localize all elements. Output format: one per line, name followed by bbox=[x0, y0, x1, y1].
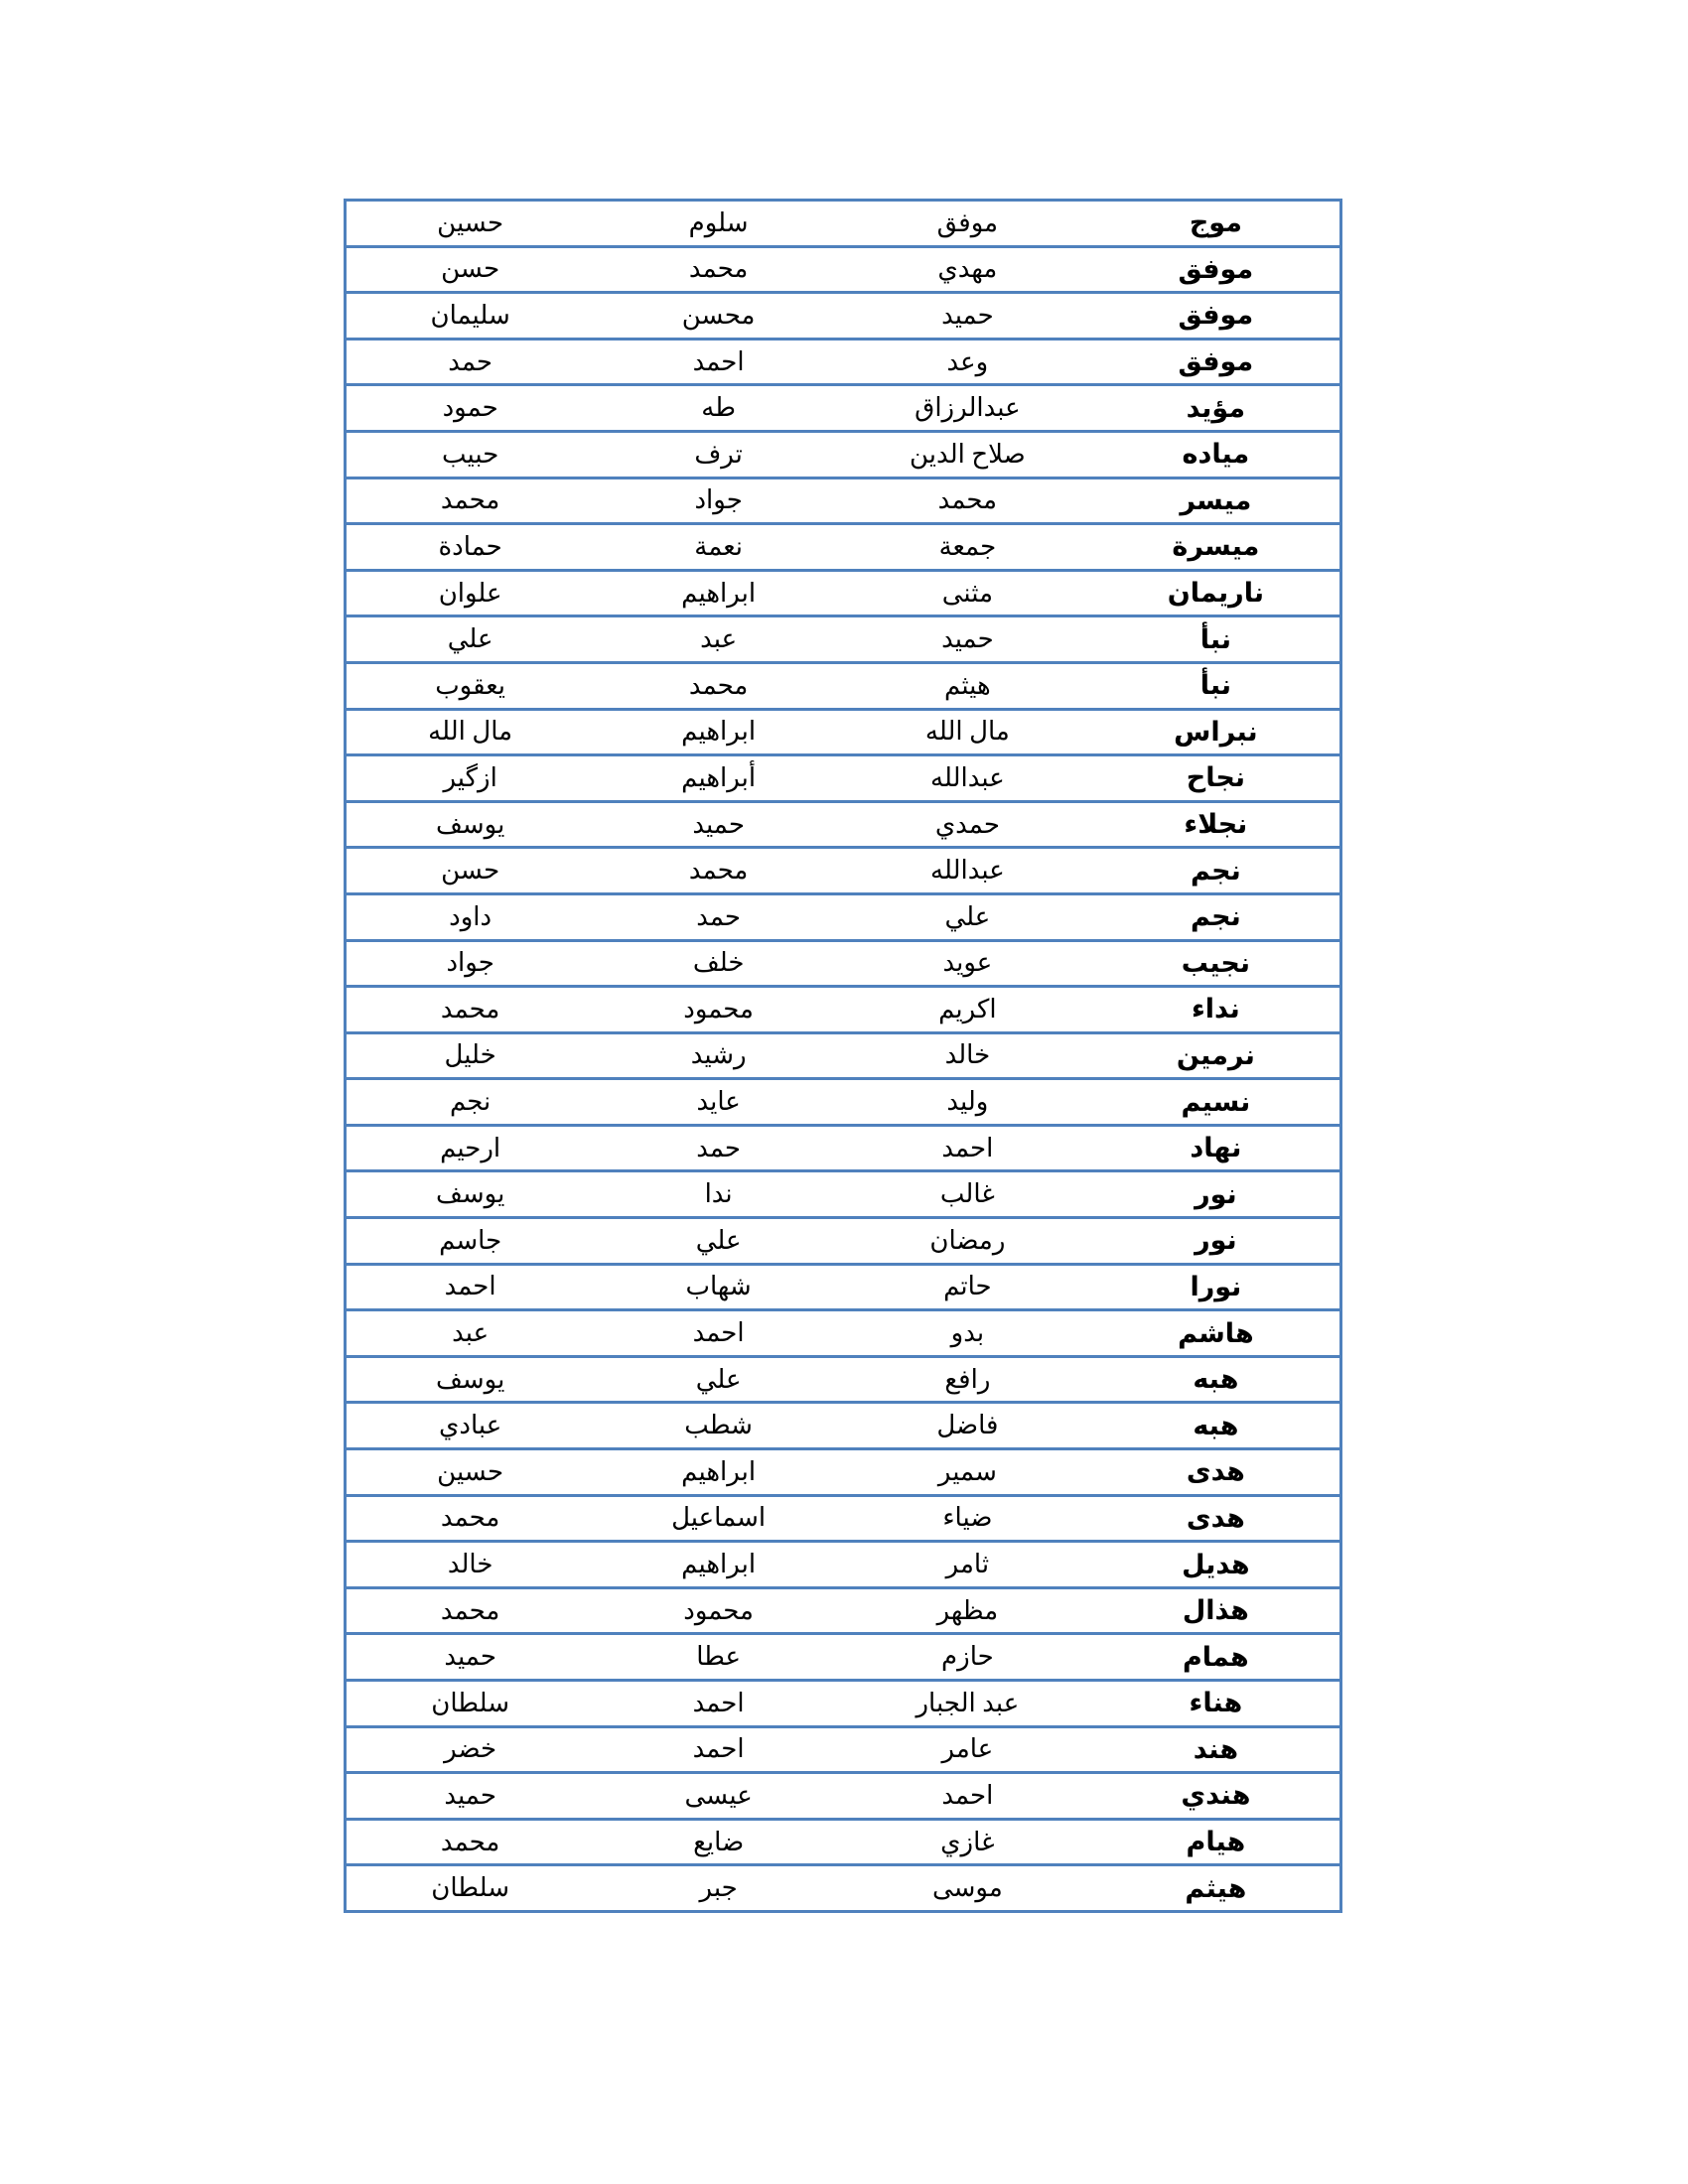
first-name-cell: نجلاء bbox=[1092, 801, 1341, 848]
table-row bbox=[346, 431, 1341, 478]
first-name-cell: هدى bbox=[1092, 1449, 1341, 1496]
name-cell: شطب bbox=[594, 1403, 843, 1449]
name-cell: عيسى bbox=[594, 1773, 843, 1820]
name-cell: سمير bbox=[843, 1449, 1092, 1496]
first-name-cell: هاشم bbox=[1092, 1310, 1341, 1357]
first-name-cell: موفق bbox=[1092, 339, 1341, 385]
name-cell: حمد bbox=[594, 893, 843, 940]
name-cell: موفق bbox=[843, 201, 1092, 247]
name-cell: مال الله bbox=[843, 709, 1092, 755]
table-row bbox=[346, 1681, 1341, 1727]
name-cell: مال الله bbox=[346, 709, 595, 755]
name-cell: فاضل bbox=[843, 1403, 1092, 1449]
name-cell: رافع bbox=[843, 1356, 1092, 1403]
name-cell: يعقوب bbox=[346, 662, 595, 709]
name-cell: سلطان bbox=[346, 1681, 595, 1727]
name-cell: غازي bbox=[843, 1819, 1092, 1865]
table-row bbox=[346, 893, 1341, 940]
names-table bbox=[344, 199, 1342, 1913]
table-row bbox=[346, 1449, 1341, 1496]
name-cell: عبادي bbox=[346, 1403, 595, 1449]
table-row bbox=[346, 1356, 1341, 1403]
table-row bbox=[346, 1125, 1341, 1171]
name-cell: علي bbox=[594, 1356, 843, 1403]
table-row bbox=[346, 1171, 1341, 1218]
name-cell: يوسف bbox=[346, 1171, 595, 1218]
table-row bbox=[346, 1634, 1341, 1681]
first-name-cell: هبه bbox=[1092, 1356, 1341, 1403]
table-row bbox=[346, 1403, 1341, 1449]
name-cell: علي bbox=[594, 1218, 843, 1265]
table-row bbox=[346, 1218, 1341, 1265]
name-cell: نجم bbox=[346, 1079, 595, 1126]
name-cell: عايد bbox=[594, 1079, 843, 1126]
name-cell: ابراهيم bbox=[594, 1542, 843, 1588]
name-cell: حمدي bbox=[843, 801, 1092, 848]
first-name-cell: ناريمان bbox=[1092, 570, 1341, 616]
name-cell: ترف bbox=[594, 431, 843, 478]
name-cell: يوسف bbox=[346, 801, 595, 848]
name-cell: عبدالله bbox=[843, 848, 1092, 894]
table-row bbox=[346, 524, 1341, 571]
name-cell: علي bbox=[346, 616, 595, 663]
name-cell: حبيب bbox=[346, 431, 595, 478]
name-cell: عبدالرزاق bbox=[843, 385, 1092, 432]
first-name-cell: نبأ bbox=[1092, 662, 1341, 709]
name-cell: عطا bbox=[594, 1634, 843, 1681]
first-name-cell: نبأ bbox=[1092, 616, 1341, 663]
name-cell: حمادة bbox=[346, 524, 595, 571]
name-cell: جواد bbox=[346, 940, 595, 987]
name-cell: عبد bbox=[346, 1310, 595, 1357]
name-cell: حمد bbox=[594, 1125, 843, 1171]
name-cell: اكريم bbox=[843, 987, 1092, 1033]
name-cell: وليد bbox=[843, 1079, 1092, 1126]
first-name-cell: نور bbox=[1092, 1218, 1341, 1265]
table-row bbox=[346, 339, 1341, 385]
first-name-cell: نداء bbox=[1092, 987, 1341, 1033]
name-cell: جمعة bbox=[843, 524, 1092, 571]
first-name-cell: ميسرة bbox=[1092, 524, 1341, 571]
first-name-cell: هيثم bbox=[1092, 1865, 1341, 1912]
name-cell: احمد bbox=[843, 1125, 1092, 1171]
first-name-cell: نجيب bbox=[1092, 940, 1341, 987]
name-cell: خالد bbox=[843, 1032, 1092, 1079]
name-cell: محمد bbox=[346, 1587, 595, 1634]
table-row bbox=[346, 478, 1341, 524]
name-cell: مهدي bbox=[843, 246, 1092, 293]
name-cell: خلف bbox=[594, 940, 843, 987]
name-cell: حميد bbox=[843, 293, 1092, 340]
first-name-cell: نجاح bbox=[1092, 755, 1341, 802]
name-cell: ابراهيم bbox=[594, 709, 843, 755]
name-cell: عامر bbox=[843, 1726, 1092, 1773]
table-row bbox=[346, 385, 1341, 432]
name-cell: مظهر bbox=[843, 1587, 1092, 1634]
name-cell: هيثم bbox=[843, 662, 1092, 709]
name-cell: حمود bbox=[346, 385, 595, 432]
name-cell: احمد bbox=[843, 1773, 1092, 1820]
table-row bbox=[346, 201, 1341, 247]
first-name-cell: نور bbox=[1092, 1171, 1341, 1218]
first-name-cell: نسيم bbox=[1092, 1079, 1341, 1126]
table-row bbox=[346, 1310, 1341, 1357]
name-cell: صلاح الدين bbox=[843, 431, 1092, 478]
first-name-cell: هيام bbox=[1092, 1819, 1341, 1865]
name-cell: وعد bbox=[843, 339, 1092, 385]
first-name-cell: هندي bbox=[1092, 1773, 1341, 1820]
name-cell: خضر bbox=[346, 1726, 595, 1773]
table-row bbox=[346, 801, 1341, 848]
name-cell: حميد bbox=[346, 1634, 595, 1681]
table-row bbox=[346, 1865, 1341, 1912]
name-cell: عبد bbox=[594, 616, 843, 663]
name-cell: عبد الجبار bbox=[843, 1681, 1092, 1727]
name-cell: محمد bbox=[594, 662, 843, 709]
name-cell: بدو bbox=[843, 1310, 1092, 1357]
name-cell: محمد bbox=[346, 478, 595, 524]
name-cell: احمد bbox=[346, 1264, 595, 1310]
name-cell: حميد bbox=[843, 616, 1092, 663]
table-row bbox=[346, 1032, 1341, 1079]
table-row bbox=[346, 570, 1341, 616]
first-name-cell: موفق bbox=[1092, 246, 1341, 293]
name-cell: يوسف bbox=[346, 1356, 595, 1403]
name-cell: احمد bbox=[594, 1726, 843, 1773]
first-name-cell: موفق bbox=[1092, 293, 1341, 340]
first-name-cell: هناء bbox=[1092, 1681, 1341, 1727]
name-cell: طه bbox=[594, 385, 843, 432]
name-cell: ضايع bbox=[594, 1819, 843, 1865]
name-cell: ثامر bbox=[843, 1542, 1092, 1588]
table-row bbox=[346, 662, 1341, 709]
table-row bbox=[346, 1079, 1341, 1126]
first-name-cell: نجم bbox=[1092, 893, 1341, 940]
name-cell: محمد bbox=[346, 987, 595, 1033]
name-cell: ارحيم bbox=[346, 1125, 595, 1171]
name-cell: ازگير bbox=[346, 755, 595, 802]
name-cell: محمد bbox=[594, 246, 843, 293]
table-row bbox=[346, 616, 1341, 663]
table-row bbox=[346, 1726, 1341, 1773]
name-cell: سلطان bbox=[346, 1865, 595, 1912]
name-cell: رمضان bbox=[843, 1218, 1092, 1265]
name-cell: احمد bbox=[594, 1681, 843, 1727]
table-row bbox=[346, 755, 1341, 802]
name-cell: حمد bbox=[346, 339, 595, 385]
name-cell: داود bbox=[346, 893, 595, 940]
name-cell: محسن bbox=[594, 293, 843, 340]
first-name-cell: موج bbox=[1092, 201, 1341, 247]
table-row bbox=[346, 940, 1341, 987]
first-name-cell: همام bbox=[1092, 1634, 1341, 1681]
name-cell: حازم bbox=[843, 1634, 1092, 1681]
name-cell: ضياء bbox=[843, 1495, 1092, 1542]
name-cell: ابراهيم bbox=[594, 1449, 843, 1496]
name-cell: حميد bbox=[346, 1773, 595, 1820]
first-name-cell: هند bbox=[1092, 1726, 1341, 1773]
name-cell: عويد bbox=[843, 940, 1092, 987]
first-name-cell: نهاد bbox=[1092, 1125, 1341, 1171]
table-row bbox=[346, 1819, 1341, 1865]
first-name-cell: نبراس bbox=[1092, 709, 1341, 755]
first-name-cell: نورا bbox=[1092, 1264, 1341, 1310]
table-row bbox=[346, 1495, 1341, 1542]
name-cell: اسماعيل bbox=[594, 1495, 843, 1542]
table-row bbox=[346, 987, 1341, 1033]
name-cell: خليل bbox=[346, 1032, 595, 1079]
first-name-cell: نجم bbox=[1092, 848, 1341, 894]
name-cell: مثنى bbox=[843, 570, 1092, 616]
first-name-cell: ميسر bbox=[1092, 478, 1341, 524]
name-cell: احمد bbox=[594, 339, 843, 385]
name-cell: أبراهيم bbox=[594, 755, 843, 802]
name-cell: شهاب bbox=[594, 1264, 843, 1310]
first-name-cell: هديل bbox=[1092, 1542, 1341, 1588]
name-cell: غالب bbox=[843, 1171, 1092, 1218]
first-name-cell: مياده bbox=[1092, 431, 1341, 478]
name-cell: محمود bbox=[594, 1587, 843, 1634]
name-cell: حاتم bbox=[843, 1264, 1092, 1310]
table-row bbox=[346, 293, 1341, 340]
name-cell: محمد bbox=[346, 1819, 595, 1865]
name-cell: علوان bbox=[346, 570, 595, 616]
name-cell: حسين bbox=[346, 201, 595, 247]
table-row bbox=[346, 246, 1341, 293]
first-name-cell: هذال bbox=[1092, 1587, 1341, 1634]
name-cell: حسين bbox=[346, 1449, 595, 1496]
first-name-cell: نرمين bbox=[1092, 1032, 1341, 1079]
name-cell: علي bbox=[843, 893, 1092, 940]
table-row bbox=[346, 709, 1341, 755]
name-cell: نعمة bbox=[594, 524, 843, 571]
table-row bbox=[346, 848, 1341, 894]
name-cell: محمود bbox=[594, 987, 843, 1033]
name-cell: محمد bbox=[594, 848, 843, 894]
table-row bbox=[346, 1773, 1341, 1820]
name-cell: عبدالله bbox=[843, 755, 1092, 802]
name-cell: خالد bbox=[346, 1542, 595, 1588]
table-row bbox=[346, 1264, 1341, 1310]
first-name-cell: هدى bbox=[1092, 1495, 1341, 1542]
first-name-cell: هبه bbox=[1092, 1403, 1341, 1449]
name-cell: حسن bbox=[346, 246, 595, 293]
first-name-cell: مؤيد bbox=[1092, 385, 1341, 432]
name-cell: جبر bbox=[594, 1865, 843, 1912]
names-table-container bbox=[344, 199, 1342, 1913]
name-cell: ندا bbox=[594, 1171, 843, 1218]
name-cell: حميد bbox=[594, 801, 843, 848]
name-cell: جاسم bbox=[346, 1218, 595, 1265]
table-row bbox=[346, 1542, 1341, 1588]
name-cell: موسى bbox=[843, 1865, 1092, 1912]
name-cell: رشيد bbox=[594, 1032, 843, 1079]
name-cell: سلوم bbox=[594, 201, 843, 247]
table-row bbox=[346, 1587, 1341, 1634]
name-cell: حسن bbox=[346, 848, 595, 894]
name-cell: محمد bbox=[843, 478, 1092, 524]
name-cell: سليمان bbox=[346, 293, 595, 340]
name-cell: محمد bbox=[346, 1495, 595, 1542]
name-cell: احمد bbox=[594, 1310, 843, 1357]
names-table-body bbox=[346, 201, 1341, 1912]
name-cell: جواد bbox=[594, 478, 843, 524]
name-cell: ابراهيم bbox=[594, 570, 843, 616]
